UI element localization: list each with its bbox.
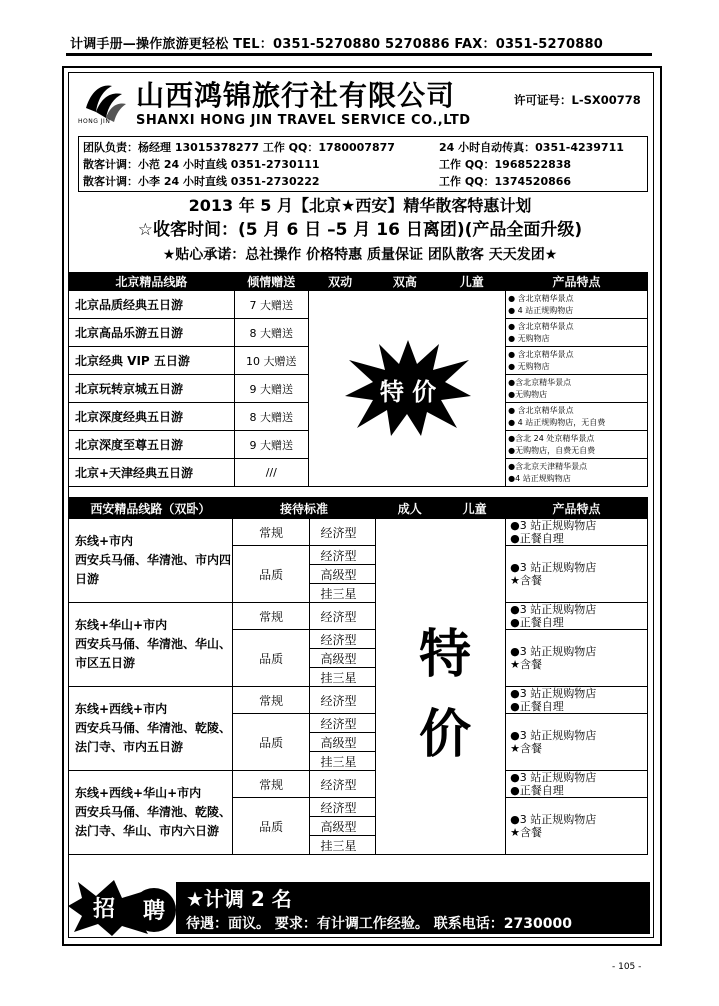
feature-line: ●正餐自理 <box>510 700 564 713</box>
xian-class-quality: 品质 <box>232 546 310 603</box>
license-number: 许可证号：L-SX00778 <box>514 93 641 107</box>
beijing-route-features <box>506 319 648 347</box>
xian-hotel-type: 挂三星 <box>310 584 376 603</box>
xian-route-name: 东线+市内 西安兵马俑、华清池、市内四日游 <box>69 519 233 603</box>
xian-col-route: 西安精品线路（双卧） <box>69 498 233 519</box>
xian-hotel-type: 经济型 <box>310 519 376 546</box>
feature-line: ★含餐 <box>510 742 542 755</box>
beijing-route-features <box>506 403 648 431</box>
feature-line: ●正餐自理 <box>510 784 564 797</box>
beijing-route-name: 北京高品乐游五日游 <box>69 319 235 347</box>
xian-routes-table <box>68 497 648 855</box>
xian-class-quality: 品质 <box>232 714 310 771</box>
contact-line-1-left: 团队负责：杨经理 13015378277 工作 QQ：1780007877 <box>83 141 395 154</box>
xian-route-name: 东线+西线+华山+市内 西安兵马俑、华清池、乾陵、法门寺、华山、市内六日游 <box>69 771 233 855</box>
feature-line: ●3 站正规购物店 <box>510 561 597 574</box>
xian-hotel-type: 经济型 <box>310 798 376 817</box>
beijing-route-gift: 10 大赠送 <box>234 347 308 375</box>
beijing-route-features <box>506 347 648 375</box>
xian-hotel-type: 挂三星 <box>310 836 376 855</box>
xian-col-features: 产品特点 <box>506 498 648 519</box>
logo-caption: HONG JIN <box>78 118 111 125</box>
feature-line: ●含北 24 处京精华景点 <box>508 433 595 443</box>
beijing-route-gift: 7 大赠送 <box>234 291 308 319</box>
xian-hotel-type: 挂三星 <box>310 668 376 687</box>
xian-route-features <box>506 630 648 687</box>
page-number: - 105 - <box>612 962 642 972</box>
xian-hotel-type: 经济型 <box>310 687 376 714</box>
promo-title: 2013 年 5 月【北京★西安】精华散客特惠计划 <box>188 196 532 215</box>
xian-col-adult: 成人 <box>376 498 444 519</box>
xian-hotel-type: 高级型 <box>310 649 376 668</box>
feature-line: ★含餐 <box>510 574 542 587</box>
beijing-col-route: 北京精品线路 <box>69 273 235 291</box>
xian-class-regular: 常规 <box>232 771 310 798</box>
contact-line-2-left: 散客计调：小范 24 小时直线 0351-2730111 <box>83 158 320 171</box>
beijing-col-double-rail: 双高 <box>372 273 438 291</box>
xian-route-name: 东线+华山+市内 西安兵马俑、华清池、华山、市区五日游 <box>69 603 233 687</box>
xian-class-regular: 常规 <box>232 603 310 630</box>
xian-route-features <box>506 771 648 798</box>
xian-route-features <box>506 798 648 855</box>
xian-route-features <box>506 603 648 630</box>
feature-line: ●3 站正规购物店 <box>510 771 597 784</box>
special-price-burst-icon <box>343 338 473 438</box>
header-contact-line: 计调手册—操作旅游更轻松 TEL：0351-5270880 5270886 FAX：0351-5270880 <box>70 37 603 52</box>
beijing-route-name: 北京深度至尊五日游 <box>69 431 235 459</box>
feature-line: ● 含北京精华景点 <box>508 349 574 359</box>
header-rule <box>66 53 652 56</box>
feature-line: ●3 站正规购物店 <box>510 603 597 616</box>
xian-class-regular: 常规 <box>232 519 310 546</box>
xian-hotel-type: 挂三星 <box>310 752 376 771</box>
feature-line: ●正餐自理 <box>510 616 564 629</box>
feature-line: ●3 站正规购物店 <box>510 813 597 826</box>
feature-line: ● 含北京精华景点 <box>508 321 574 331</box>
feature-line: ● 4 站正规购物店，无自费 <box>508 417 606 427</box>
feature-line: ●含北京精华景点 <box>508 377 572 387</box>
beijing-route-name: 北京经典 VIP 五日游 <box>69 347 235 375</box>
xian-price-char-top: 特 <box>418 624 471 685</box>
xian-price-label <box>400 615 490 775</box>
xian-col-child: 儿童 <box>444 498 506 519</box>
feature-line: ● 含北京精华景点 <box>508 405 574 415</box>
recruit-info-box <box>176 882 650 934</box>
xian-hotel-type: 经济型 <box>310 603 376 630</box>
beijing-route-features <box>506 375 648 403</box>
feature-line: ★含餐 <box>510 826 542 839</box>
promo-booking-time: ☆收客时间：(5 月 6 日 –5 月 16 日离团)(产品全面升级) <box>137 220 583 240</box>
xian-route-features <box>506 714 648 771</box>
table-row <box>69 687 648 714</box>
beijing-route-gift: 8 大赠送 <box>234 403 308 431</box>
recruit-char-1: 招 <box>92 897 116 922</box>
beijing-route-gift: 9 大赠送 <box>234 375 308 403</box>
xian-price-char-bottom: 价 <box>418 704 471 765</box>
beijing-route-name: 北京深度经典五日游 <box>69 403 235 431</box>
xian-class-quality: 品质 <box>232 630 310 687</box>
beijing-col-gift: 倾情赠送 <box>234 273 308 291</box>
beijing-col-double-train: 双动 <box>308 273 372 291</box>
xian-hotel-type: 经济型 <box>310 714 376 733</box>
xian-hotel-type: 高级型 <box>310 733 376 752</box>
table-row <box>69 291 648 319</box>
contact-line-3-right: 工作 QQ：1374520866 <box>439 175 572 188</box>
table-row <box>69 771 648 798</box>
beijing-route-features <box>506 431 648 459</box>
beijing-header-row <box>69 273 648 291</box>
feature-line: ★含餐 <box>510 658 542 671</box>
xian-class-regular: 常规 <box>232 687 310 714</box>
feature-line: ●无购物店，自费无自费 <box>508 445 596 455</box>
feature-line: ● 无购物店 <box>508 361 550 371</box>
company-name-en: SHANXI HONG JIN TRAVEL SERVICE CO.,LTD <box>136 113 471 128</box>
xian-hotel-type: 高级型 <box>310 817 376 836</box>
contact-line-2-right: 工作 QQ：1968522838 <box>439 158 572 171</box>
beijing-route-gift: 8 大赠送 <box>234 319 308 347</box>
xian-col-standard: 接待标准 <box>232 498 376 519</box>
table-row <box>69 519 648 546</box>
beijing-price-label: 特 价 <box>379 378 437 406</box>
beijing-col-child: 儿童 <box>438 273 506 291</box>
beijing-col-features: 产品特点 <box>506 273 648 291</box>
xian-hotel-type: 高级型 <box>310 565 376 584</box>
recruit-char-2: 聘 <box>142 899 166 924</box>
xian-route-name: 东线+西线+市内 西安兵马俑、华清池、乾陵、法门寺、市内五日游 <box>69 687 233 771</box>
feature-line: ●3 站正规购物店 <box>510 729 597 742</box>
promo-promise: ★贴心承诺：总社操作 价格特惠 质量保证 团队散客 天天发团★ <box>162 247 558 263</box>
xian-route-features <box>506 546 648 603</box>
beijing-route-gift: /// <box>234 459 308 487</box>
xian-header-row <box>69 498 648 519</box>
feature-line: ●正餐自理 <box>510 532 564 545</box>
beijing-route-name: 北京品质经典五日游 <box>69 291 235 319</box>
xian-hotel-type: 经济型 <box>310 546 376 565</box>
feature-line: ●无购物店 <box>508 389 548 399</box>
xian-hotel-type: 经济型 <box>310 630 376 649</box>
contact-line-1-right: 24 小时自动传真：0351-4239711 <box>439 141 624 154</box>
contact-line-3-left: 散客计调：小李 24 小时直线 0351-2730222 <box>83 175 320 188</box>
beijing-route-name: 北京+天津经典五日游 <box>69 459 235 487</box>
xian-class-quality: 品质 <box>232 798 310 855</box>
feature-line: ●3 站正规购物店 <box>510 687 597 700</box>
recruit-details: 待遇：面议。 要求：有计调工作经验。 联系电话：2730000 <box>186 916 572 932</box>
xian-route-features <box>506 687 648 714</box>
feature-line: ● 含北京精华景点 <box>508 293 574 303</box>
beijing-route-gift: 9 大赠送 <box>234 431 308 459</box>
beijing-route-features <box>506 459 648 487</box>
recruit-title: ★计调 2 名 <box>186 887 292 911</box>
beijing-route-name: 北京玩转京城五日游 <box>69 375 235 403</box>
contact-box <box>78 136 648 192</box>
feature-line: ●4 站正规购物店 <box>508 473 571 483</box>
feature-line: ●3 站正规购物店 <box>510 519 597 532</box>
company-name-cn: 山西鸿锦旅行社有限公司 <box>136 79 456 112</box>
table-row <box>69 603 648 630</box>
feature-line: ● 4 站正规购物店 <box>508 305 574 315</box>
feature-line: ●含北京天津精华景点 <box>508 461 588 471</box>
feature-line: ●3 站正规购物店 <box>510 645 597 658</box>
beijing-route-features <box>506 291 648 319</box>
xian-hotel-type: 经济型 <box>310 771 376 798</box>
feature-line: ● 无购物店 <box>508 333 550 343</box>
xian-route-features <box>506 519 648 546</box>
